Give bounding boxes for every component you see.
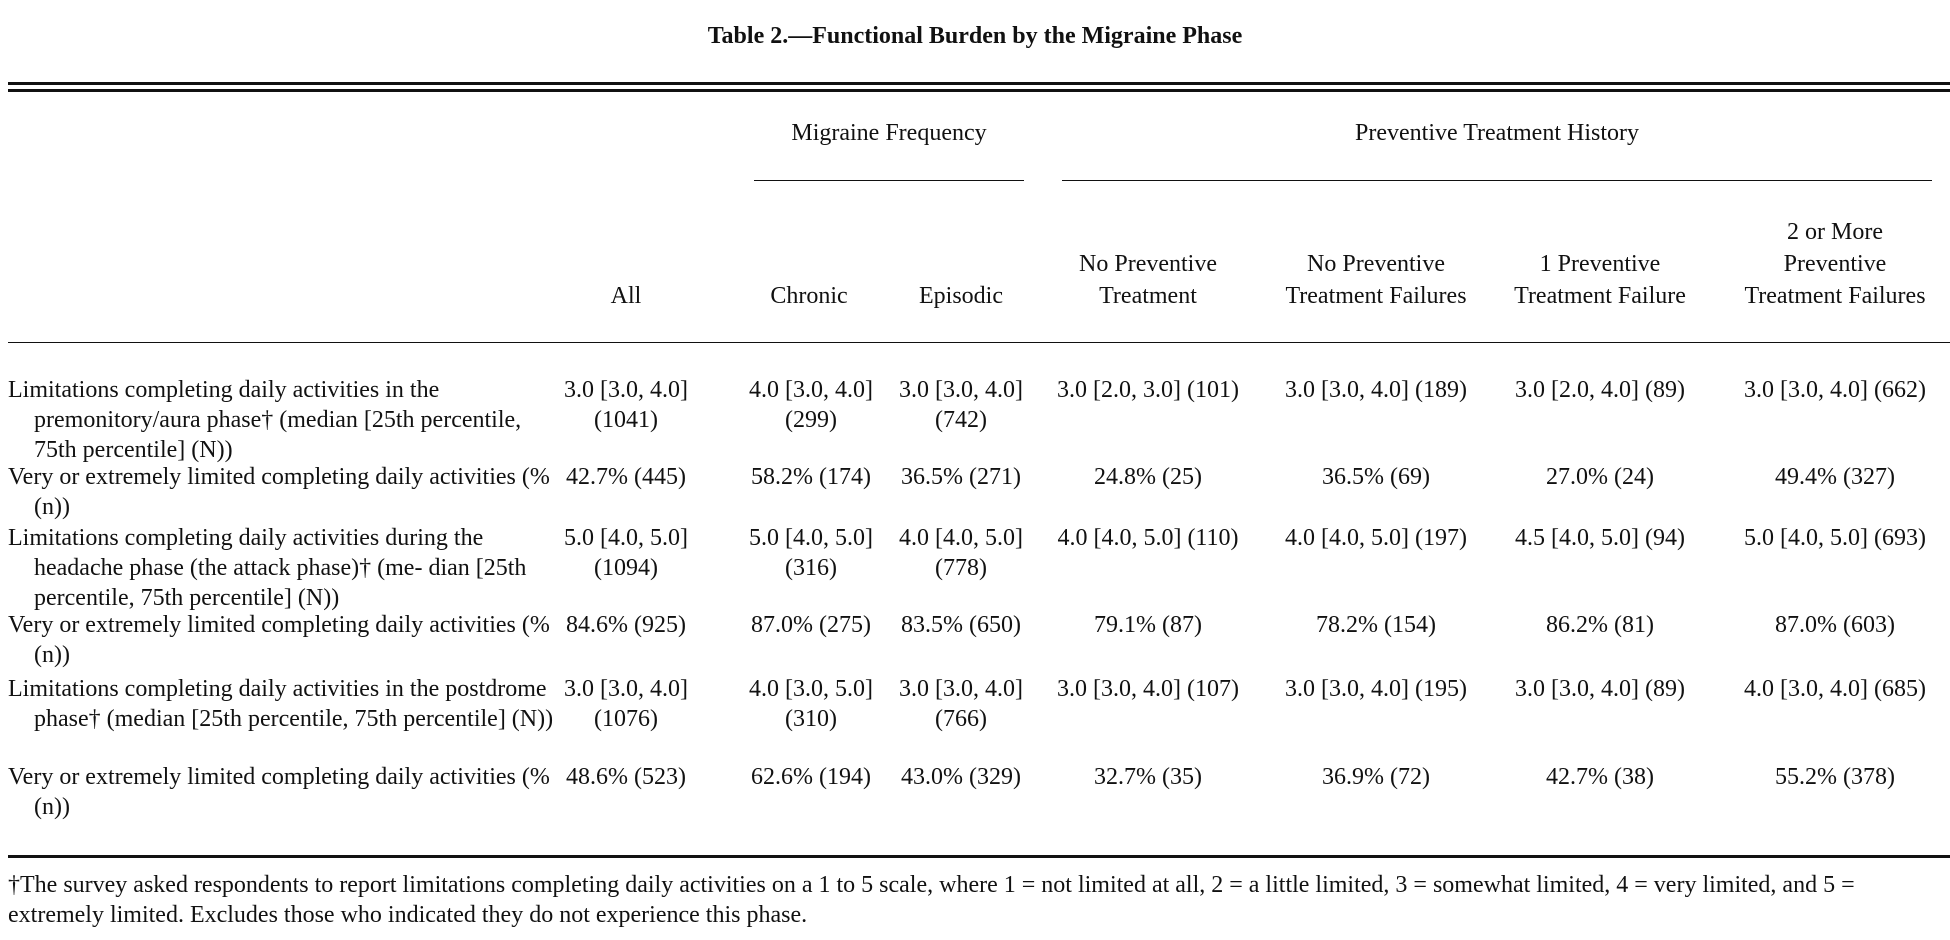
cell-text: 3.0 [2.0, 3.0] (101) xyxy=(1057,377,1239,403)
cell-text: 3.0 [3.0, 4.0] (195) xyxy=(1285,676,1467,702)
cell-text: 84.6% (925) xyxy=(566,612,686,638)
table-cell xyxy=(1262,462,1490,492)
cell-text: 3.0 [3.0, 4.0] (107) xyxy=(1057,676,1239,702)
table-cell xyxy=(1722,674,1948,704)
table-cell xyxy=(888,523,1034,583)
row-label: Limitations completing daily activities during the headache phase (the attack phase)† (me- dian [25th percentile, 75th percentile] (N)) xyxy=(8,525,527,611)
cell-text: 87.0% (603) xyxy=(1775,612,1895,638)
cell-text: (778) xyxy=(935,555,987,581)
column-header-no-preventive-failures: No Preventive Treatment Failures xyxy=(1285,251,1467,309)
cell-text: (1076) xyxy=(594,706,658,732)
table-cell xyxy=(1722,462,1948,492)
table-cell xyxy=(1262,674,1490,704)
cell-text: 3.0 [3.0, 4.0] xyxy=(564,377,688,403)
table-cell xyxy=(736,523,886,583)
table-cell xyxy=(538,674,714,734)
cell-text: (310) xyxy=(785,706,837,732)
cell-text: 43.0% (329) xyxy=(901,764,1021,790)
table-cell xyxy=(1722,523,1948,553)
table-cell xyxy=(1038,523,1258,553)
table-cell xyxy=(538,610,714,640)
cell-text: 5.0 [4.0, 5.0] xyxy=(564,525,688,551)
table-cell xyxy=(1492,674,1708,704)
cell-text: 3.0 [3.0, 4.0] xyxy=(899,676,1023,702)
top-rule-double xyxy=(8,89,1950,92)
cell-text: 4.5 [4.0, 5.0] (94) xyxy=(1515,525,1685,551)
cell-text: 27.0% (24) xyxy=(1546,464,1654,490)
column-header-two-or-more-failures: 2 or More Preventive Treatment Failures xyxy=(1744,219,1926,309)
group-header-frequency: Migraine Frequency xyxy=(791,120,987,146)
table-footnote: †The survey asked respondents to report limitations completing daily activities on a 1 to 5 scale, where 1 = not limited at all, 2 = a little limited, 3 = somewhat limited, 4 = very limited, and 5 = extremely limited. Excludes those who indicated they do not experience this phase. xyxy=(8,872,1855,928)
table-title: Table 2.—Functional Burden by the Migraine Phase xyxy=(707,23,1243,49)
cell-text: 3.0 [3.0, 4.0] xyxy=(899,377,1023,403)
table-cell xyxy=(888,762,1034,792)
table-cell xyxy=(538,523,714,583)
table-cell xyxy=(1262,762,1490,792)
table-cell xyxy=(736,462,886,492)
table-cell xyxy=(736,674,886,734)
cell-text: 4.0 [4.0, 5.0] (197) xyxy=(1285,525,1467,551)
table-cell xyxy=(1038,762,1258,792)
cell-text: 42.7% (445) xyxy=(566,464,686,490)
row-label: Very or extremely limited completing daily activities (% (n)) xyxy=(8,464,550,520)
cell-text: 79.1% (87) xyxy=(1094,612,1202,638)
table-cell xyxy=(1492,610,1708,640)
table-cell xyxy=(888,375,1034,435)
row-label: Limitations completing daily activities in the premonitory/aura phase† (median [25th percentile, 75th percentile] (N)) xyxy=(8,377,522,463)
table-cell xyxy=(1262,523,1490,553)
header-rule xyxy=(8,342,1950,343)
cell-text: (316) xyxy=(785,555,837,581)
cell-text: 36.5% (271) xyxy=(901,464,1021,490)
table-cell xyxy=(1492,462,1708,492)
table-cell xyxy=(736,762,886,792)
cell-text: 3.0 [3.0, 4.0] (662) xyxy=(1744,377,1926,403)
cell-text: 55.2% (378) xyxy=(1775,764,1895,790)
cell-text: 4.0 [3.0, 4.0] (685) xyxy=(1744,676,1926,702)
table-cell xyxy=(1262,375,1490,405)
table-cell xyxy=(888,674,1034,734)
column-header-no-preventive-treatment: No Preventive Treatment xyxy=(1079,251,1217,309)
table-cell xyxy=(736,610,886,640)
column-header-one-failure: 1 Preventive Treatment Failure xyxy=(1514,251,1686,309)
cell-text: 5.0 [4.0, 5.0] (693) xyxy=(1744,525,1926,551)
cell-text: 48.6% (523) xyxy=(566,764,686,790)
table-cell xyxy=(1038,610,1258,640)
cell-text: 3.0 [3.0, 4.0] xyxy=(564,676,688,702)
table-cell xyxy=(538,462,714,492)
cell-text: 3.0 [3.0, 4.0] (189) xyxy=(1285,377,1467,403)
column-header-episodic: Episodic xyxy=(919,283,1003,309)
cell-text: 36.9% (72) xyxy=(1322,764,1430,790)
table-cell xyxy=(538,762,714,792)
cell-text: 49.4% (327) xyxy=(1775,464,1895,490)
column-header-all: All xyxy=(610,283,642,309)
table-cell xyxy=(1038,375,1258,405)
row-label: Very or extremely limited completing daily activities (% (n)) xyxy=(8,764,550,820)
top-rule xyxy=(8,82,1950,85)
cell-text: (1094) xyxy=(594,555,658,581)
table-cell xyxy=(736,375,886,435)
cell-text: (742) xyxy=(935,407,987,433)
cell-text: 32.7% (35) xyxy=(1094,764,1202,790)
cell-text: 87.0% (275) xyxy=(751,612,871,638)
table-cell xyxy=(1492,375,1708,405)
cell-text: 78.2% (154) xyxy=(1316,612,1436,638)
bottom-rule xyxy=(8,855,1950,858)
cell-text: (1041) xyxy=(594,407,658,433)
row-label: Very or extremely limited completing daily activities (% (n)) xyxy=(8,612,550,668)
table-cell xyxy=(1262,610,1490,640)
table-cell xyxy=(1038,674,1258,704)
cell-text: 4.0 [4.0, 5.0] (110) xyxy=(1057,525,1239,551)
cell-text: 4.0 [3.0, 5.0] xyxy=(749,676,873,702)
cell-text: 42.7% (38) xyxy=(1546,764,1654,790)
cell-text: 3.0 [2.0, 4.0] (89) xyxy=(1515,377,1685,403)
cell-text: (299) xyxy=(785,407,837,433)
table-cell xyxy=(888,610,1034,640)
cell-text: 4.0 [4.0, 5.0] xyxy=(899,525,1023,551)
cell-text: 3.0 [3.0, 4.0] (89) xyxy=(1515,676,1685,702)
table-cell xyxy=(1038,462,1258,492)
cell-text: 5.0 [4.0, 5.0] xyxy=(749,525,873,551)
table-cell xyxy=(1722,762,1948,792)
table-cell xyxy=(1492,523,1708,553)
table-cell xyxy=(538,375,714,435)
cell-text: 83.5% (650) xyxy=(901,612,1021,638)
cell-text: 36.5% (69) xyxy=(1322,464,1430,490)
cell-text: 62.6% (194) xyxy=(751,764,871,790)
cell-text: 86.2% (81) xyxy=(1546,612,1654,638)
cell-text: 4.0 [3.0, 4.0] xyxy=(749,377,873,403)
group-rule-preventive xyxy=(1062,180,1932,181)
cell-text: (766) xyxy=(935,706,987,732)
table-cell xyxy=(1492,762,1708,792)
cell-text: 58.2% (174) xyxy=(751,464,871,490)
table-cell xyxy=(1722,375,1948,405)
column-header-chronic: Chronic xyxy=(770,283,848,309)
table-cell xyxy=(888,462,1034,492)
group-header-preventive: Preventive Treatment History xyxy=(1355,120,1639,146)
row-label: Limitations completing daily activities in the postdrome phase† (median [25th percentile, 75th percentile] (N)) xyxy=(8,676,554,732)
table-cell xyxy=(1722,610,1948,640)
group-rule-frequency xyxy=(754,180,1024,181)
cell-text: 24.8% (25) xyxy=(1094,464,1202,490)
